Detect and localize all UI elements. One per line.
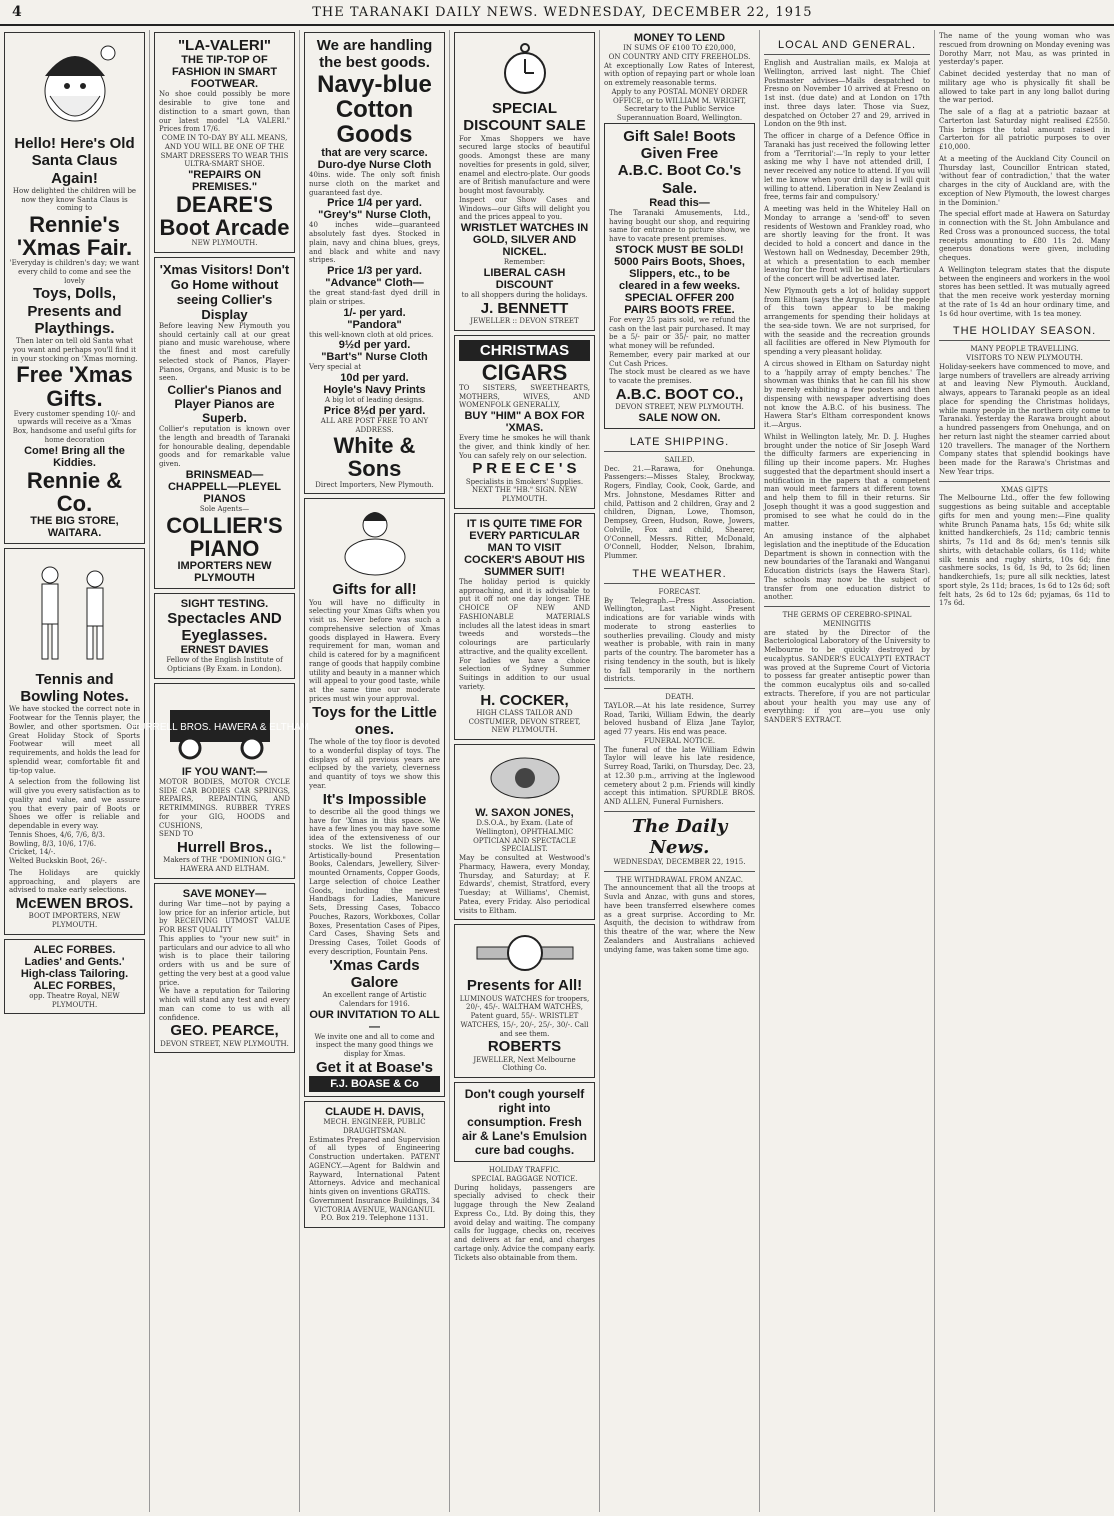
item-name: "Bart's" Nurse Cloth (321, 351, 428, 364)
local-body-6: Whilst in Wellington lately, Mr. D. J. Hughes brought under the notice of Sir Joseph Ward the difficulty farmers are experiencing in filling up their income papers. Mr. Hughes suggested that the department should insert a notification in the papers that a competent man would meet farmers at different towns and help them to fill in their returns. Sir Joseph thought it was a good suggestion and promised to see what he could do in the matter. (764, 432, 930, 529)
santa-intro: How delighted the children will be now they know Santa Claus is coming to (12, 186, 137, 213)
column-5 (600, 30, 760, 1512)
visitors-body: Before leaving New Plymouth you should certainly call at our great piano and music warehouse, where the finest and most carefully selected stock of Pianos, Player-Pianos, Organs, and Music is to be seen. (159, 321, 290, 383)
roberts: ROBERTS (487, 1038, 562, 1056)
rennie-co: Rennie & Co. (26, 467, 123, 516)
money-rates: At exceptionally Low Rates of Interest, with option of repaying part or whole loan on extremely reasonable terms. (604, 61, 755, 87)
send-to: SEND TO (159, 830, 194, 839)
bennett-sub: JEWELLER :: DEVON STREET (470, 316, 579, 325)
item-desc: 40 inches wide—guaranteed absolutely fast dyes. Stocked in plain, navy and china blues, greys, and black and white and navy stripes. (309, 221, 440, 265)
roberts-ad (454, 924, 595, 1078)
davis-ad (304, 1101, 445, 1228)
preece-sub: Specialists in Smokers' Supplies. NEXT THE "HB." SIGN. NEW PLYMOUTH. (465, 477, 584, 504)
hoyle: Hoyle's Navy Prints (323, 384, 426, 397)
saxon-sub: D.S.O.A., by Exam. (Late of Wellington), OPHTHALMIC OPTICIAN AND SPECTACLE SPECIALIST. (473, 819, 576, 854)
price-1: Tennis Shoes, 4/6, 7/6, 8/3. (9, 830, 105, 839)
cocker-ladies: For ladies we have a choice selection of Sydney Summer Suitings in addition to our usual variety. (459, 656, 590, 691)
post-free: ALL ARE POST FREE TO ANY ADDRESS. (320, 416, 429, 434)
item-1 (309, 159, 440, 209)
importers: IMPORTERS NEW PLYMOUTH (177, 559, 272, 584)
body-2: The sale of a flag at a patriotic bazaar at Carterton last Saturday night realised £2550. This brings the total amount raised in Carterton for all patriotic purposes to over £10,000. (939, 108, 1110, 151)
claude-address: Government Insurance Buildings, 34 VICTORIA AVENUE, WANGANUI. P.O. Box 219. Telephone 1131. (309, 1196, 440, 1223)
eyeball-illustration (459, 753, 590, 803)
boase-heading: Get it at Boase's (316, 1058, 433, 1076)
paper-date: WEDNESDAY, DECEMBER 22, 1915. (613, 857, 746, 866)
white-sons-ad (304, 32, 445, 494)
inspect-text: Inspect our Show Cases and Windows—our Gifts will delight you and the prices appeal to you. (459, 195, 590, 222)
want-list: MOTOR BODIES, MOTOR CYCLE SIDE CAR BODIES CAR SPRINGS, REPAIRS, REPAINTING, AND RETRIMMINGS. RUBBER TYRES for your GIG, HOODS and CUSHIONS, (159, 777, 290, 830)
apply-text: Apply to any POSTAL MONEY ORDER OFFICE, or to WILLIAM M. WRIGHT, Secretary to the Public Service Superannuation Board, Wellington. (611, 87, 748, 122)
liberal-sub: to all shoppers during the holidays. (461, 290, 588, 299)
davies-ad (154, 593, 295, 679)
abc-address: DEVON STREET, NEW PLYMOUTH. (615, 403, 744, 411)
abc-boot: A.B.C. BOOT CO., (615, 385, 744, 403)
funeral-body: The funeral of the late William Edwin Taylor will leave his late residence, Surrey Road, Tariki, on Thursday, Dec. 23, at 12.30 p.m., arriving at the Inglewood cemetery about 2 p.m. Friends will kindly accept this intimation. SPURDLE BROS. AND ALLEN, Funeral Furnishers. (604, 745, 755, 806)
body-5: A Wellington telegram states that the dispute between the engineers and workers in the wool stores has been settled. It was mutually agreed that the men receive work yesterday morning at the rate of 1s 4d an hour ordinary time, and 1s 6d hour overtime, with 1s tea money. (939, 265, 1110, 318)
invitation-body: We invite one and all to come and inspect the many good things we display for Xmas. (314, 1032, 435, 1058)
mcewen-ad (4, 548, 145, 935)
brinsmead: BRINSMEAD—CHAPPELL—PLEYEL PIANOS (167, 468, 282, 505)
holidays-text: The Holidays are quickly approaching, and players are advised to make early selections. (9, 868, 140, 895)
divider (604, 688, 755, 689)
price-2: Bowling, 8/3, 10/6, 17/6. (9, 839, 97, 848)
money-ad (604, 32, 755, 123)
alec-forbes-2: ALEC FORBES, (33, 979, 116, 992)
save-body: during War time—not by paying a low price for an inferior article, but by RECEIVING UTMOST VALUE FOR BEST QUALITY (159, 899, 290, 935)
funeral-heading: FUNERAL NOTICE. (643, 736, 716, 745)
cards-body: An excellent range of Artistic Calendars for 1916. (322, 991, 427, 1008)
white-sub: Direct Importers, New Plymouth. (315, 480, 434, 489)
divider (604, 871, 755, 872)
scarce-text: that are very scarce. (321, 147, 428, 160)
item-price: 1/- per yard. (343, 306, 406, 319)
roberts-sub: JEWELLER, Next Melbourne Clothing Co. (473, 1055, 576, 1073)
page-number: 4 (12, 4, 23, 20)
travelling-heading: MANY PEOPLE TRAVELLING. (970, 345, 1079, 354)
hurrell-ad (130, 683, 309, 879)
cocker-ad (454, 513, 595, 740)
column-4 (450, 30, 600, 1512)
column-6 (760, 30, 935, 1512)
handling-heading: We are handling the best goods. (316, 37, 433, 72)
to-list: TO SISTERS, SWEETHEARTS, MOTHERS, WIVES, AND WOMENFOLK GENERALLY, (459, 383, 590, 410)
item-5 (309, 351, 440, 384)
weather-heading: THE WEATHER. (604, 565, 755, 584)
paper-title: The Daily News. (631, 815, 728, 858)
column-2 (130, 30, 309, 1512)
liberal-discount: LIBERAL CASH DISCOUNT (483, 266, 566, 291)
saxon-body: May be consulted at Westwood's Pharmacy, Hawera, every Monday, Thursday, and Saturday; at F. Edwards', chemist, Stratford, every Tuesday; at Williams', Chemist, Patea, every Friday. Also periodical visits to Eltham. (459, 854, 590, 915)
item-desc: the great stand-fast dyed drill in plain or stripes. (309, 289, 440, 306)
claude-body: Estimates Prepared and Supervision of all types of Engineering Construction undertaken. PATENT AGENCY.—Agent for Baldwin and Rayward, International Patent Attorneys. Advice and mechanical hints given on inventions GRATIS. (309, 1135, 440, 1196)
preece: P R E E C E ' S (472, 460, 577, 478)
motor-car-illustration (130, 692, 309, 762)
boase-logo: F.J. BOASE & Co (309, 1076, 440, 1092)
read-body: The Taranaki Amusements, Ltd., having bought our shop, and requiring same for entrance to picture show, we have to vacate present premises. (609, 208, 750, 243)
gifts-for-all: Gifts for all! (332, 581, 417, 599)
item-desc: this well-known cloth at old prices. (309, 330, 434, 339)
withdrawal-body: The announcement that all the troops at Suvla and Anzac, with guns and stores, have been transferred elsewhere comes as a great surprise. According to Mr. Asquith, the decision to withdraw from this theatre of the war, where the New Zealanders and Australians achieved undying fame, was taken some time ago. (604, 884, 755, 954)
colliers-body: Collier's reputation is known over the length and breadth of Taranaki for honourable dealing, dependable goods and for remarkable value given. (159, 425, 290, 469)
pearce-ad (154, 883, 295, 1054)
presents-body: LUMINOUS WATCHES for troopers, 20/-, 45/-. WALTHAM WATCHES, Patent guard, 55/-. WRISTLET WATCHES, 15/-, 20/-, 25/-, 30/-. Call and see them. (459, 994, 590, 1038)
divider (939, 481, 1110, 482)
cocker: H. COCKER, (480, 691, 569, 709)
geo-pearce: GEO. PEARCE, (170, 1022, 279, 1040)
item-name: "Pandora" (347, 318, 402, 331)
impossible-heading: It's Impossible (322, 790, 427, 808)
death-body: TAYLOR.—At his late residence, Surrey Road, Tariki, William Edwin, the dearly beloved husband of Eliza Jane Taylor, aged 77 years. His end was peace. (604, 701, 755, 736)
hoyle-price: Price 8½d per yard. (323, 404, 426, 417)
spectacles: Spectacles AND Eyeglasses. (167, 609, 282, 645)
toys-body: The whole of the toy floor is devoted to a wonderful display of toys. The displays of all previous years are eclipsed by the variety, cleverness and quantity of toys we show this year. (309, 738, 440, 790)
local-body-5: A circus showed in Eltham on Saturday night to a 'happily array of empty benches.' The showman was thinks that he can fill his show by merely exhibiting a few posters and then dispensing with newspaper advertising does not know the A.B.C. of his business. The Hawera Star's Eltham correspondent knows it.—Argus. (764, 359, 930, 429)
money-sums: IN SUMS OF £100 TO £20,000, (623, 44, 736, 52)
buy-body: Every time he smokes he will thank the giver, and think kindly of her. You can safely rely on our selection. (459, 434, 590, 460)
cocker-body: The holiday period is quickly approaching, and it is advisable to put it off not one day longer. THE CHOICE OF NEW AND FASHIONABLE MATERIALS includes all the latest ideas in smart tweeds and worsteds—the colourings are particularly attractive, and the quality excellent. (459, 577, 590, 656)
santa-heading-1: Hello! Here's Old (14, 135, 135, 152)
tailoring-text: We have a reputation for Tailoring which will stand any test and every man can come to us with all confidence. (159, 987, 290, 1022)
death-heading: DEATH. (665, 693, 694, 701)
holiday-body: Holiday-seekers have commenced to move, and large numbers of travellers are already arriving at and leaving New Plymouth. Auckland, always, appears to Taranaki people as an ideal place for spending the Christmas holidays, while many people in the northern city come to Taranaki. Yesterday the Rarawa brought about a hundred passengers from Onehunga, and on her return last night the steamer carried about 120 travellers. The manager of the Northern Company states that splendid bookings have been made for the Rarawa's Christmas and New Year trips. (939, 362, 1110, 476)
collier-ad (154, 257, 295, 589)
local-body-1: English and Australian mails, ex Maloja at Wellington, arrived last night. The Chief Postmaster advises—Mails despatched to Fresno on November 10 arrived at Fresno on 1st inst. (due date) and at London on 17th inst. three days later. Those via Suez, despatched on October 27 and 29, arrived in London on the 9th inst. (764, 59, 930, 129)
santa-sack-illustration (309, 507, 440, 577)
saxon-ad (454, 744, 595, 920)
abc-ad (604, 123, 755, 429)
hurrell-bros: Hurrell Bros., (176, 839, 273, 857)
column-7 (935, 30, 1114, 1512)
sale-now: SALE NOW ON. (638, 411, 721, 424)
germs-body: are stated by the Director of the Bacteriological Laboratory of the University to Melbourne to be quickly destroyed by eucalyptus. SANDER'S EUCALYPTI EXTRACT was proved at the Supreme Court of Victoria to possess far greater antiseptic power than the common eucalyptus oils and so-called extracts. Therefore, if you are not particular about your health you may use any of everything: if you are—you use only SANDER'S EXTRACT. (764, 628, 930, 724)
item-4 (309, 319, 440, 352)
everyday-text: 'Everyday is children's day; we want every child to come and see the lovely (9, 259, 140, 285)
santa-claus-illustration (9, 41, 140, 131)
every-customer-text: Every customer spending 10/- and upwards will receive as a 'Xmas Box, handsome and useful gifts for home decoration (12, 409, 137, 444)
withdrawal-heading: THE WITHDRAWAL FROM ANZAC. (616, 875, 743, 884)
traffic-notice (454, 1166, 595, 1262)
free-gifts-heading: Free 'Xmas Gifts. (16, 362, 133, 411)
cards-heading: 'Xmas Cards Galore (329, 956, 420, 991)
body-1: Cabinet decided yesterday that no man of military age who is physically fit shall be allowed to take part in any long ballot during the war period. (939, 70, 1110, 105)
offer-body: For every 25 pairs sold, we refund the cash on the last pair purchased. It may be a 5/- pair or 35/- pair, no matter what money will be refunded. (609, 315, 750, 350)
item-name: "Grey's" Nurse Cloth, (318, 209, 431, 222)
come-text: Come! Bring all the Kiddies. (24, 444, 125, 469)
remember-text: Remember: (503, 258, 546, 266)
price-4: Welted Buckskin Boot, 26/-. (9, 857, 107, 866)
item-3 (309, 277, 440, 319)
item-name: Duro-dye Nurse Cloth (317, 159, 432, 172)
cough-heading: Don't cough yourself right into consumption. Fresh air & Lane's Emulsion cure bad coughs. (462, 1087, 587, 1158)
hoyle-desc: A big lot of leading designs. (325, 396, 424, 405)
money-heading: MONEY TO LEND (633, 32, 726, 44)
masthead (0, 0, 1114, 26)
item-price: 10d per yard. (340, 372, 409, 385)
deare-ad (154, 32, 295, 253)
item-name: "Advance" Cloth— (325, 277, 424, 290)
boase-ad (304, 498, 445, 1097)
divider (604, 811, 755, 812)
item-price: Price 1/4 per yard. (327, 197, 422, 210)
toys-heading: Toys for the Little ones. (312, 703, 437, 738)
pocket-watch-illustration (459, 41, 590, 96)
wristwatch-illustration (459, 933, 590, 973)
impossible-body: to describe all the good things we have for 'Xmas in this space. We have a few lines you may have some idea of the extensiveness of our stocks. We list the following—Artistically-bound Presentation Books, Calendars, Jewellery, Silver-mounted Ornaments, Copper Goods, Large selection of choice Leather Goods, including the newest Handbags for Ladies, Manicure Sets, Dressing Cases, Tobacco Pouches, Razors, Workboxes, Collar Boxes, Presentation Cases of Pipes, Card Cases, Shaving Sets and Dressing Cases, Toilet Goods of every description, Fountain Pens. (309, 807, 440, 956)
mcewen-sub: BOOT IMPORTERS, NEW PLYMOUTH. (28, 912, 121, 930)
lavaleri-heading: "LA-VALERI" (177, 37, 272, 54)
abc-sale: A.B.C. Boot Co.'s Sale. (617, 162, 742, 197)
geo-address: DEVON STREET, NEW PLYMOUTH. (160, 1039, 289, 1048)
buy-him: BUY "HIM" A BOX FOR 'XMAS. (464, 410, 585, 435)
marked-text: Remember, every pair marked at our Cut Cash Prices. (609, 350, 750, 368)
divider (764, 606, 930, 607)
tennis-players-illustration (9, 557, 140, 667)
lavaleri-body: No shoe could possibly be more desirable to give tone and distinction to a smart gown, than our latest model "LA VALERI." Prices from 17/6. (159, 90, 290, 134)
ladies-tailoring: Ladies' and Gents.' High-class Tailoring. (20, 955, 129, 980)
bennett: J. BENNETT (480, 299, 569, 317)
alec-address: opp. Theatre Royal, NEW PLYMOUTH. (29, 991, 120, 1009)
read-heading: Read this— (649, 196, 710, 209)
wristlet-text: WRISTLET WATCHES IN GOLD, SILVER AND NICKEL. (460, 222, 589, 258)
shipping-body: Dec. 21.—Rarawa, for Onehunga. Passengers:—Misses Staley, Brockway, Rogers, Findlay, Cook, Cook, Garde, and Mrs. Johnstone, Mesdames Ritter and child, Pattison and 2 children, Gray and 2 children, Dignan, Lowe, Thomson, Dempsey, Green, Hudson, Rowe, Jowers, Colville, Fox and child, Shearer, O'Connell, Messrs. Ritter, McDonald, O'Connell, Hodder, Nelson, Ibrahim, Plummer. (604, 464, 755, 560)
baggage-heading: SPECIAL BAGGAGE NOTICE. (471, 1174, 578, 1183)
column-3 (300, 30, 450, 1512)
then-later-text: Then later on tell old Santa what you want and perhaps you'll find it in your stocking on 'Xmas morning. (11, 337, 138, 363)
offer-text: SPECIAL OFFER 200 PAIRS BOOTS FREE. (624, 291, 735, 316)
invitation: OUR INVITATION TO ALL— (309, 1008, 440, 1033)
forecast-heading: FORECAST. (658, 587, 701, 596)
traffic-heading: HOLIDAY TRAFFIC. (488, 1166, 561, 1175)
local-heading: LOCAL AND GENERAL. (764, 36, 930, 55)
local-body-3: A meeting was held in the Whiteley Hall on Monday to arrange a 'send-off' to seven residents of Westown and Frankley road, who are shortly leaving for the front. It was decided to hold a concert and dance in the Westown hall on Wednesday, December 29th, at which a presentation to each member leaving for the front will be made. Particulars of the concert will be advertised later. (764, 205, 930, 283)
claude-sub: MECH. ENGINEER, PUBLIC DRAUGHTSMAN. (323, 1118, 426, 1135)
item-desc: 40ins. wide. The only soft finish nurse cloth on the market and guaranteed fast dye. (309, 171, 440, 197)
presents-heading: Presents for All! (466, 977, 583, 995)
if-you-want: IF YOU WANT:— (181, 765, 268, 778)
sailed-heading: SAILED. (664, 455, 695, 464)
shipping-heading: LATE SHIPPING. (604, 433, 755, 452)
repairs-text: "REPAIRS ON PREMISES." (188, 169, 261, 193)
sight-testing: SIGHT TESTING. (180, 597, 269, 610)
ernest-sub: Fellow of the English Institute of Opticians (By Exam. in London). (166, 656, 283, 674)
hurrell-sub: Makers of THE "DOMINION GIG." HAWERA AND ELTHAM. (163, 856, 286, 874)
holiday-heading: THE HOLIDAY SEASON. (939, 322, 1110, 341)
xmas-gifts-heading: XMAS GIFTS (1001, 485, 1048, 494)
mcewen-bros: McEWEN BROS. (15, 895, 134, 913)
special-sale: SPECIAL DISCOUNT SALE (463, 100, 586, 135)
traffic-body: During holidays, passengers are specially advised to check their luggage through the New Zealand Express Co., Ltd. By doing this, they avoid delay and waiting. The company calls for luggage, checks on, receives and delivers at far end, and charges cartage only. Advice the company early. Tickets also obtainable from them. (454, 1183, 595, 1262)
column-1 (0, 30, 150, 1512)
stock-text: STOCK MUST BE SOLD! 5000 Pairs Boots, Shoes, Slippers, etc., to be cleared in a few weeks. (614, 243, 745, 292)
white-sons: White & Sons (333, 433, 416, 482)
tennis-heading: Tennis and Bowling Notes. (20, 670, 129, 706)
lavaleri-sub: THE TIP-TOP OF FASHION IN SMART FOOTWEAR. (171, 54, 278, 91)
masthead-title: THE TARANAKI DAILY NEWS. WEDNESDAY, DECEMBER 22, 1915 (312, 4, 813, 20)
cocker-heading: IT IS QUITE TIME FOR EVERY PARTICULAR MAN TO VISIT COCKER'S ABOUT HIS SUMMER SUIT! (464, 517, 585, 578)
xmas-gifts-body: The Melbourne Ltd., offer the few following suggestions as being suitable and acceptable gifts for men and young men:—Fine quality white Brunch Panama hats, 15s 6d; white silk knitted handkerchiefs, 2s 11d; cambric tennis shirts, 7s 11d and 8s 6d; men's tennis silk shirts, with detachable collars, 6s 11d; white silk tennis and rugby shirts, 10s 6d; fine cashmere socks, 1s 6d, 1s 9d, to 2s 6d; linen handkerchiefs, 1s; pure all silk neckties, latest sport style, 2s 11d; braces, 1s 6d to 12s 6d; soft felt hats, 2s 6d to 12s 6d; pyjamas, 6s 11d to 17s 6d. (939, 494, 1110, 608)
rennie-xmas-fair: Rennie's 'Xmas Fair. (16, 212, 133, 261)
local-body-2: The officer in charge of a Defence Office in Taranaki has just received the following letter from a 'Territorial':—'In reply to your letter asking me why I have not attended drill, I never received any notice to attend. If you will let me know when your drill day is I will quit willing to attend. Liberation in New Zealand is free, terms fair and compulsory.' (764, 132, 930, 202)
visitors-heading: VISITORS TO NEW PLYMOUTH. (966, 354, 1083, 362)
body-3: At a meeting of the Auckland City Council on Thursday last, Councillor Entrican stated, 'without fear of contradiction,' that the water charges in the city of Auckland are, with the exception of New Plymouth, the lowest charges in the Dominion.' (939, 154, 1110, 207)
germs-heading: THE GERMS OF CEREBRO-SPINAL MENINGITIS (782, 611, 912, 628)
gift-sale: Gift Sale! Boots Given Free (623, 127, 736, 162)
rennie-ad (4, 32, 145, 544)
santa-heading-2: Santa Claus Again! (31, 152, 118, 187)
come-in-text: COME IN TO-DAY BY ALL MEANS, AND YOU WILL BE ONE OF THE SMART DRESSERS TO WEAR THIS ULTRA-SMART SHOE. (160, 134, 289, 169)
deare-boot-arcade: DEARE'S Boot Arcade (159, 192, 290, 241)
tennis-body: We have stocked the correct note in Footwear for the Tennis player, the Bowler, and other sportsmen. Our Great Holiday Stock of Sports Footwear will meet all requirements, and holds the lead for splendid wear, comfortable fit and tip-top value. (9, 705, 140, 775)
money-body: ON COUNTRY AND CITY FREEHOLDS. (608, 52, 751, 61)
name-note: The name of the young woman who was rescued from drowning on Monday evening was Dorothy Marr, not Mau, as was printed in yesterday's paper. (939, 32, 1110, 67)
navy-heading: Navy-blue Cotton Goods (317, 70, 432, 148)
big-store: THE BIG STORE, WAITARA. (30, 514, 119, 539)
lane-ad (454, 1082, 595, 1162)
save-money: SAVE MONEY— (182, 887, 267, 900)
stock-cleared: The stock must be cleared as we have to vacate the premises. (609, 368, 750, 385)
colliers-pianos: Collier's Pianos and Player Pianos are Superb. (167, 383, 282, 426)
deare-sub: NEW PLYMOUTH. (191, 239, 258, 248)
sole-agents: Sole Agents— (199, 504, 250, 513)
cigars-heading: CIGARS (481, 359, 568, 385)
forbes-ad (4, 939, 145, 1015)
gifts-body: You will have no difficulty in selecting your Xmas Gifts when you visit us. Never before was such a comprehensive selection of Xmas goods displayed in Hawera. Every requirement for man, woman and child is catered for by a magnificent range of goods that happily combine utility and beauty in a manner which will appeal to your good taste, while at the same time our moderate prices must win your approval. (309, 598, 440, 703)
claude-davis: CLAUDE H. DAVIS, (325, 1106, 424, 1118)
preece-ad (454, 335, 595, 509)
selection-text: A selection from the following list will give you every satisfaction as to quality and value, and we assure you that every pair of Boots or Shoes we offer is reliable and dependable in every way. (9, 778, 140, 831)
xmas-visitors: 'Xmas Visitors! Don't Go Home without seeing Collier's Display (159, 261, 290, 322)
weather-body: By Telegraph.—Press Association. Wellington, Last Night. Present indications are for variable winds with moderate to strong easterlies to southerlies prevailing. Cloudy and misty weather is probable, with rain in many parts of the country. The barometer has a rising tendency in the south, but is likely to fall temporarily in the northern districts. (604, 596, 755, 684)
saxon-jones: W. SAXON JONES, (475, 807, 574, 820)
local-body-7: An amusing instance of the alphabet legislation and the ineptitude of the Education Department is shown in connection with the new boundaries of the Taranaki and Wanganui Education districts (says the Hawera Star). The schools may now be the subject of transfer from one education district to another. (764, 532, 930, 602)
bennett-ad (454, 32, 595, 331)
item-price: Price 1/3 per yard. (327, 265, 422, 278)
save-body-2: This applies to "your new suit" in particulars and our advice to all who wish is to place their tailoring orders with us and be sure of getting the very best at a good value price. (159, 934, 290, 987)
ernest-davies: ERNEST DAVIES (180, 644, 269, 657)
special-body: For Xmas Shoppers we have secured large stocks of beautiful goods. Amongst these are many novelties for presents in gold, silver, enamel and electro-plate. Our goods are of British manufacture and were bought most favourably. (459, 134, 590, 195)
item-price: 9½d per yard. (338, 339, 411, 352)
item-2 (309, 209, 440, 277)
toys-heading: Toys, Dolls, Presents and Playthings. (27, 285, 122, 337)
body-4: The special effort made at Hawera on Saturday in connection with the St. John Ambulance and Red Cross was a pronounced success, the total receipts amounting to £80 11s 2d. Many generous donations were given, including cheques. (939, 210, 1110, 262)
hurrell-sign: HURRELL BROS. HAWERA & ELTHAM (130, 721, 309, 733)
item-desc: Very special at (309, 363, 362, 372)
cocker-sub: HIGH CLASS TAILOR AND COSTUMIER, DEVON STREET, NEW PLYMOUTH. (468, 708, 581, 735)
price-3: Cricket, 14/-. (9, 848, 56, 857)
local-body-4: New Plymouth gets a lot of holiday support from Eltham (says the Argus). Half the people of this town appear to be making arrangements for spending their holidays at the sea-side town. We are not surprised, for with the seaside and the recreation grounds all facilities are offered in New Plymouth for spending a very pleasant holiday. (764, 286, 930, 356)
alec-forbes-1: ALEC FORBES. (33, 943, 116, 956)
collier-logo: COLLIER'S PIANO (166, 512, 283, 561)
christmas-heading: CHRISTMAS (459, 340, 590, 361)
